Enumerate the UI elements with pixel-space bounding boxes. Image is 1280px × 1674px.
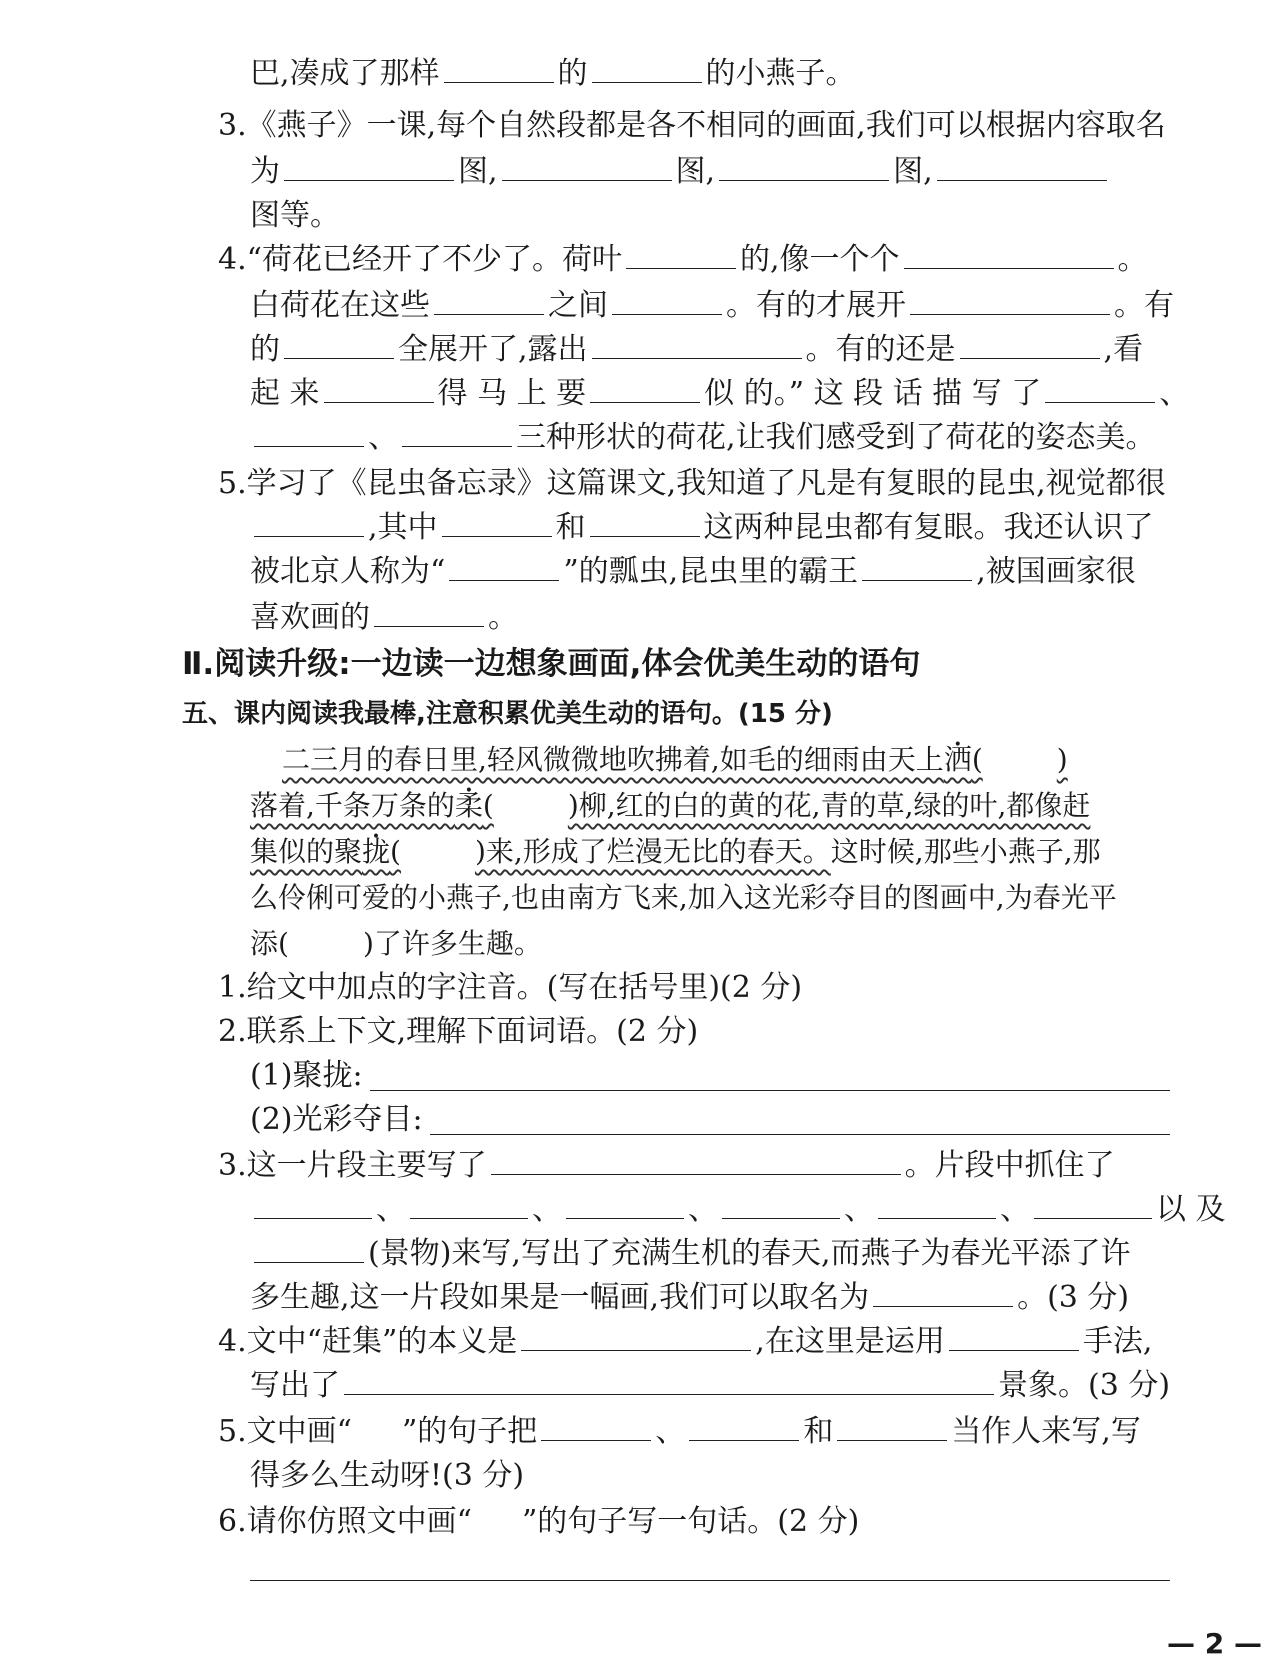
answer-blank[interactable] — [722, 1192, 840, 1219]
q2-tail-line — [250, 54, 856, 94]
text: 多生趣,这一片段如果是一幅画,我们可以取名为 — [250, 1280, 870, 1315]
answer-blank[interactable] — [444, 56, 554, 83]
text: 巴,凑成了那样 — [250, 56, 440, 91]
answer-blank[interactable] — [592, 332, 802, 359]
q4-line5 — [250, 418, 1156, 458]
text: 、 — [688, 1192, 718, 1227]
text: 之间 — [548, 288, 608, 323]
answer-blank[interactable] — [1045, 376, 1155, 403]
question-4-line2 — [250, 1366, 1170, 1406]
answer-blank[interactable] — [873, 1280, 1013, 1307]
text: ( — [971, 743, 983, 776]
text: 手法, — [1082, 1324, 1153, 1359]
text: 。有的才展开 — [726, 288, 906, 323]
answer-paren[interactable] — [401, 832, 475, 872]
answer-blank[interactable] — [590, 510, 700, 537]
q3-line3: 图等。 — [250, 198, 340, 233]
question-5-line1 — [218, 1412, 1141, 1452]
text: 、 — [844, 1192, 874, 1227]
text: 被北京人称为“ — [250, 554, 446, 589]
answer-blank[interactable] — [449, 554, 559, 581]
answer-blank[interactable] — [566, 1192, 684, 1219]
answer-blank[interactable] — [960, 332, 1100, 359]
text: 三种形状的荷花,让我们感受到了荷花的姿态美。 — [516, 420, 1156, 455]
question-1: 1.给文中加点的字注音。(写在括号里)(2 分) — [218, 970, 803, 1005]
answer-blank[interactable] — [878, 1192, 996, 1219]
text: 和 — [803, 1414, 834, 1449]
question-2a: (1)聚拢: — [250, 1058, 363, 1093]
answer-blank[interactable] — [442, 510, 552, 537]
question-6 — [218, 1502, 859, 1542]
text: )柳,红的白的黄的花,青的草,绿的叶,都像赶 — [567, 789, 1091, 822]
answer-blank[interactable] — [521, 1324, 751, 1351]
text: 落着,千条万条的 — [250, 789, 455, 822]
q3-line1: 3.《燕子》一课,每个自然段都是各不相同的画面,我们可以根据内容取名 — [218, 108, 1166, 143]
answer-blank[interactable] — [612, 288, 722, 315]
text: 全展开了,露出 — [398, 332, 588, 367]
answer-blank[interactable] — [592, 56, 702, 83]
text: 4.文中“赶集”的本义是 — [218, 1324, 518, 1359]
text: ( — [390, 835, 401, 868]
dotted-char: 洒 — [943, 743, 972, 776]
answer-paren[interactable] — [494, 786, 568, 826]
text: 的小燕子。 — [705, 56, 856, 91]
answer-blank[interactable] — [374, 600, 484, 627]
answer-line[interactable] — [370, 1090, 1170, 1091]
answer-blank[interactable] — [910, 288, 1110, 315]
text: 、 — [1000, 1192, 1030, 1227]
answer-blank[interactable] — [502, 154, 672, 181]
text: 景象。(3 分) — [998, 1368, 1171, 1403]
answer-blank[interactable] — [491, 1148, 901, 1175]
answer-blank[interactable] — [434, 288, 544, 315]
passage-line1 — [282, 740, 1068, 780]
text: 似 的。” 这 段 话 描 写 了 — [704, 376, 1042, 411]
wavy-mark — [352, 1412, 402, 1452]
question-3-line2 — [250, 1190, 1226, 1230]
text: 、 — [532, 1192, 562, 1227]
answer-blank[interactable] — [937, 154, 1107, 181]
text: )了许多生趣。 — [362, 927, 542, 960]
text: ”的瓢虫,昆虫里的霸王 — [563, 554, 859, 589]
text: 图, — [458, 154, 498, 189]
text: (景物)来写,写出了充满生机的春天,而燕子为春光平添了许 — [368, 1236, 1131, 1271]
answer-blank[interactable] — [344, 1368, 994, 1395]
answer-blank[interactable] — [626, 242, 736, 269]
answer-blank[interactable] — [719, 154, 889, 181]
answer-blank[interactable] — [254, 420, 364, 447]
text: 起 来 — [250, 376, 320, 411]
answer-blank[interactable] — [862, 554, 972, 581]
dotted-char: 拢 — [362, 835, 391, 868]
text: 3.这一片段主要写了 — [218, 1148, 487, 1183]
question-2b: (2)光彩夺目: — [250, 1102, 423, 1137]
question-3-line4 — [250, 1278, 1129, 1318]
question-4-line1 — [218, 1322, 1152, 1362]
answer-blank[interactable] — [590, 376, 700, 403]
text: 、 — [368, 420, 398, 455]
q3-line2 — [250, 152, 1111, 192]
text: 、 — [655, 1414, 686, 1449]
text: 。有 — [1114, 288, 1174, 323]
passage-line5 — [250, 924, 542, 964]
answer-blank[interactable] — [410, 1192, 528, 1219]
text: 、 — [1159, 376, 1190, 411]
page-number: — 2 — — [1167, 1627, 1262, 1660]
q5-line4 — [250, 598, 518, 638]
dotted-char: 柔 — [454, 789, 483, 822]
text: 的 — [250, 332, 280, 367]
question-2: 2.联系上下文,理解下面词语。(2 分) — [218, 1014, 699, 1049]
text: 以 及 — [1156, 1192, 1226, 1227]
text: 喜欢画的 — [250, 600, 370, 635]
q4-line1 — [218, 240, 1148, 280]
answer-blank[interactable] — [254, 1236, 364, 1263]
text: 和 — [555, 510, 586, 545]
text: 得 马 上 要 — [437, 376, 587, 411]
answer-blank[interactable] — [949, 1324, 1079, 1351]
text: 。片段中抓住了 — [904, 1148, 1115, 1183]
answer-blank[interactable] — [402, 420, 512, 447]
text: ,被国画家很 — [976, 554, 1136, 589]
text: ,看 — [1103, 332, 1144, 367]
text: 白荷花在这些 — [250, 288, 430, 323]
text: 。(3 分) — [1017, 1280, 1130, 1315]
answer-line[interactable] — [250, 1580, 1170, 1581]
q4-line2 — [250, 286, 1174, 326]
text: 写出了 — [250, 1368, 340, 1403]
q4-line3 — [250, 330, 1143, 370]
q4-line4 — [250, 374, 1189, 414]
question-5-line2: 得多么生动呀!(3 分) — [250, 1458, 525, 1493]
answer-blank[interactable] — [324, 376, 434, 403]
answer-blank[interactable] — [904, 242, 1114, 269]
text: ”的句子写一句话。(2 分) — [521, 1504, 860, 1539]
text: 4.“荷花已经开了不少了。荷叶 — [218, 242, 622, 277]
answer-paren[interactable] — [983, 740, 1057, 780]
text: 、 — [376, 1192, 406, 1227]
q5-line2 — [250, 508, 1154, 548]
text: 这两种昆虫都有复眼。我还认识了 — [703, 510, 1154, 545]
text: 集似的聚 — [250, 835, 363, 868]
text: ,在这里是运用 — [755, 1324, 945, 1359]
text: 的,像一个个 — [739, 242, 900, 277]
text: )来,形成了烂漫无比的春天。 — [474, 835, 831, 868]
text: 当作人来写,写 — [951, 1414, 1141, 1449]
text: 为 — [250, 154, 280, 189]
answer-blank[interactable] — [254, 510, 364, 537]
answer-blank[interactable] — [284, 332, 394, 359]
text: 添( — [250, 927, 289, 960]
text: 图, — [675, 154, 716, 189]
text: 6.请你仿照文中画“ — [218, 1504, 472, 1539]
part5-title: 五、课内阅读我最棒,注意积累优美生动的语句。(15 分) — [182, 699, 833, 729]
passage-line3 — [250, 832, 1101, 872]
text: ) — [1056, 743, 1068, 776]
text: 这时候,那些小燕子,那 — [830, 835, 1101, 868]
text: ”的句子把 — [401, 1414, 538, 1449]
text: 。 — [488, 600, 518, 635]
answer-blank[interactable] — [541, 1414, 651, 1441]
text: 图, — [893, 154, 933, 189]
wavy-mark — [472, 1502, 522, 1542]
answer-blank[interactable] — [254, 1192, 372, 1219]
passage-line4: 么伶俐可爱的小燕子,也由南方飞来,加入这光彩夺目的图画中,为春光平 — [250, 881, 1117, 914]
question-3-line1 — [218, 1146, 1115, 1186]
text: 。 — [1117, 242, 1148, 277]
answer-blank[interactable] — [1034, 1192, 1152, 1219]
answer-blank[interactable] — [284, 154, 454, 181]
text: 的 — [557, 56, 588, 91]
q5-line3 — [250, 552, 1136, 592]
answer-blank[interactable] — [837, 1414, 947, 1441]
answer-blank[interactable] — [689, 1414, 799, 1441]
q5-line1: 5.学习了《昆虫备忘录》这篇课文,我知道了凡是有复眼的昆虫,视觉都很 — [218, 466, 1166, 501]
section-title: Ⅱ.阅读升级:一边读一边想象画面,体会优美生动的语句 — [182, 646, 921, 682]
text: 二三月的春日里,轻风微微地吹拂着,如毛的细雨由天上 — [282, 743, 944, 776]
text: 。有的还是 — [805, 332, 956, 367]
question-3-line3 — [250, 1234, 1130, 1274]
text: ,其中 — [368, 510, 438, 545]
text: 5.文中画“ — [218, 1414, 352, 1449]
text: ( — [482, 789, 494, 822]
answer-line[interactable] — [430, 1134, 1170, 1135]
